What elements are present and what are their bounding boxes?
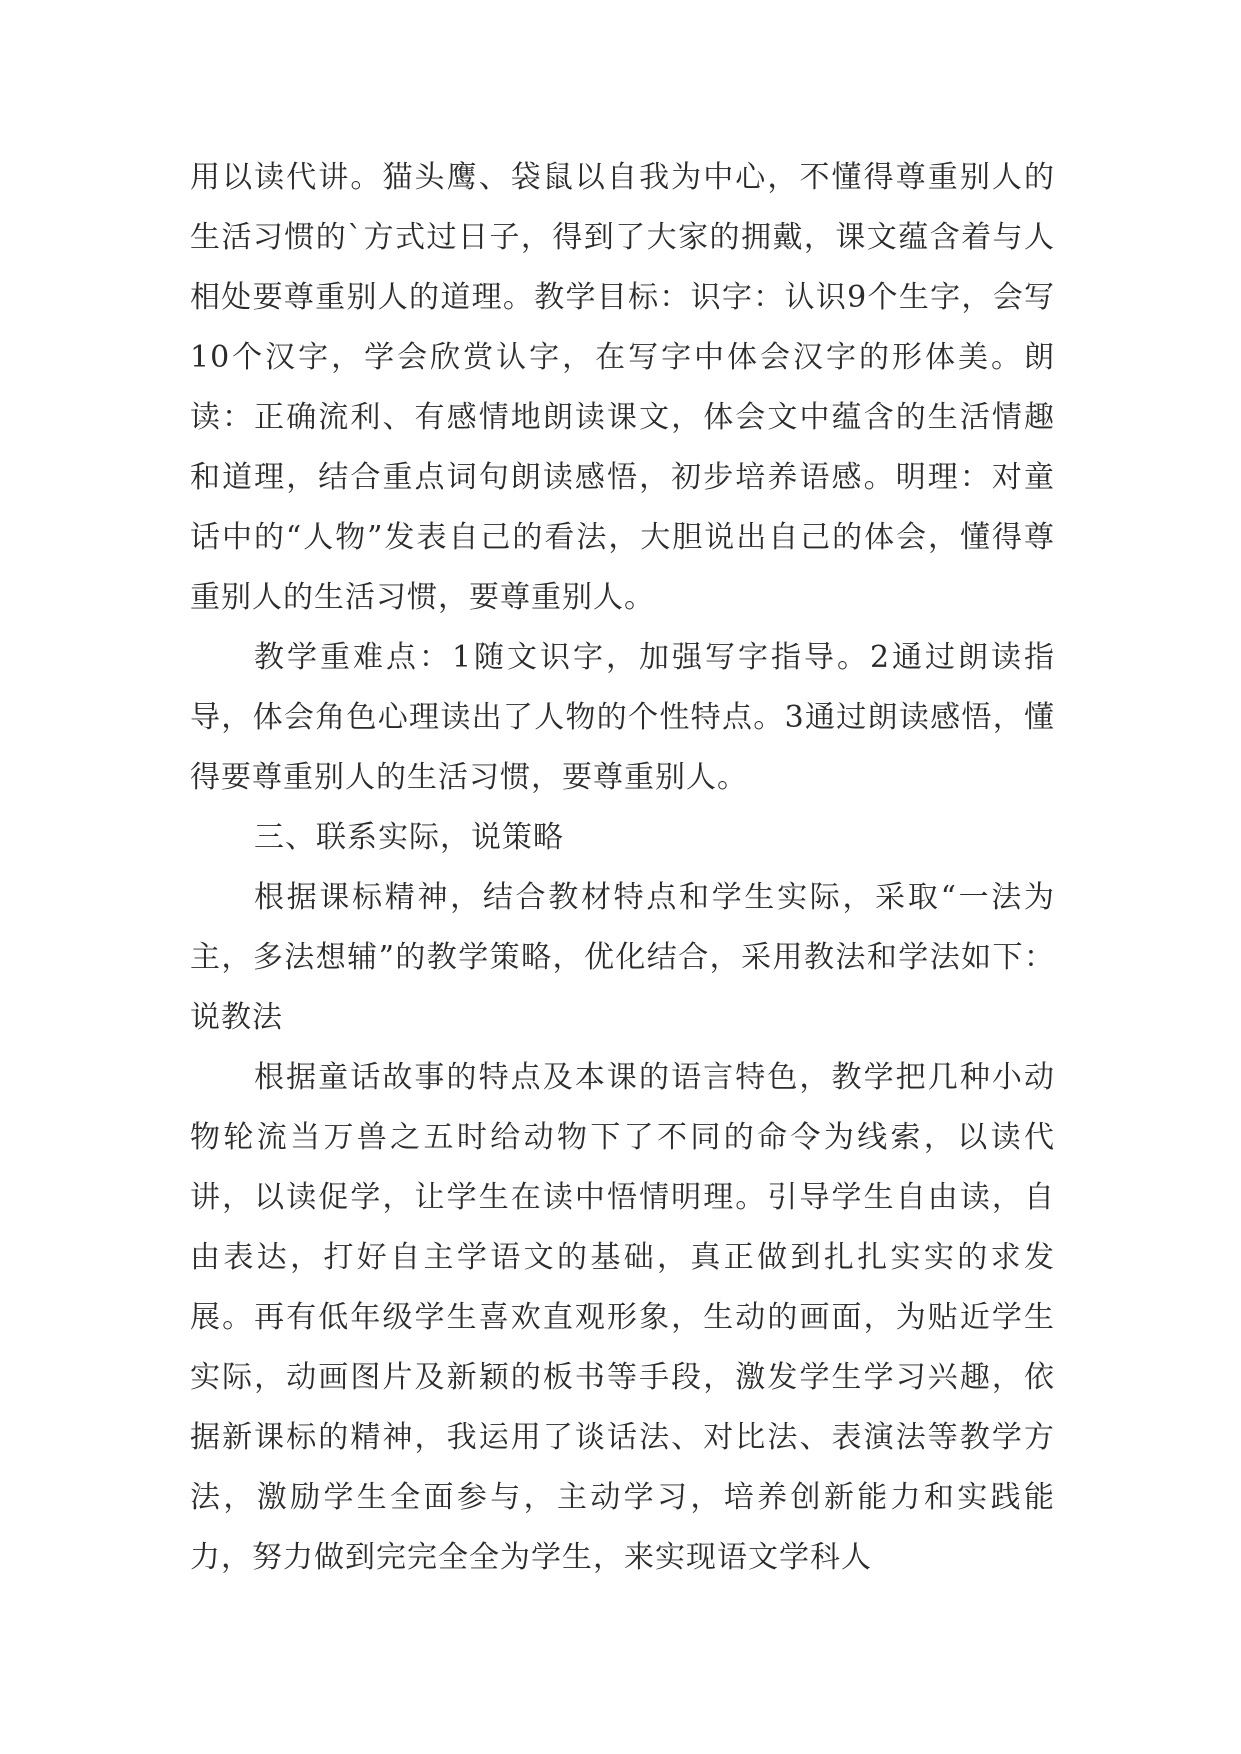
paragraph-continuation: 用以读代讲。猫头鹰、袋鼠以自我为中心，不懂得尊重别人的生活习惯的`方式过日子，得到了大家的拥戴，课文蕴含着与人相处要尊重别人的道理。教学目标：识字：认识9个生字，会写10个汉字，学会欣赏认字，在写字中体会汉字的形体美。朗读：正确流利、有感情地朗读课文，体会文中蕴含的生活情趣和道理，结合重点词句朗读感悟，初步培养语感。明理：对童话中的“人物”发表自己的看法，大胆说出自己的体会，懂得尊重别人的生活习惯，要尊重别人。 — [190, 160, 1055, 615]
document-body — [190, 148, 1055, 1588]
paragraph-teaching-method: 根据童话故事的特点及本课的语言特色，教学把几种小动物轮流当万兽之五时给动物下了不同的命令为线索，以读代讲，以读促学，让学生在读中悟情明理。引导学生自由读，自由表达，打好自主学语文的基础，真正做到扎扎实实的求发展。再有低年级学生喜欢直观形象，生动的画面，为贴近学生实际，动画图片及新颖的板书等手段，激发学生学习兴趣，依据新课标的精神，我运用了谈话法、对比法、表演法等教学方法，激励学生全面参与，主动学习，培养创新能力和实践能力，努力做到完完全全为学生，来实现语文学科人 — [190, 1060, 1055, 1575]
paragraph-strategy: 根据课标精神，结合教材特点和学生实际，采取“一法为主，多法想辅”的教学策略，优化结合，采用教法和学法如下：说教法 — [190, 880, 1055, 1035]
paragraph-key-points: 教学重难点：1随文识字，加强写字指导。2通过朗读指导，体会角色心理读出了人物的个性特点。3通过朗读感悟，懂得要尊重别人的生活习惯，要尊重别人。 — [190, 640, 1055, 795]
section-heading: 三、联系实际，说策略 — [254, 820, 564, 855]
